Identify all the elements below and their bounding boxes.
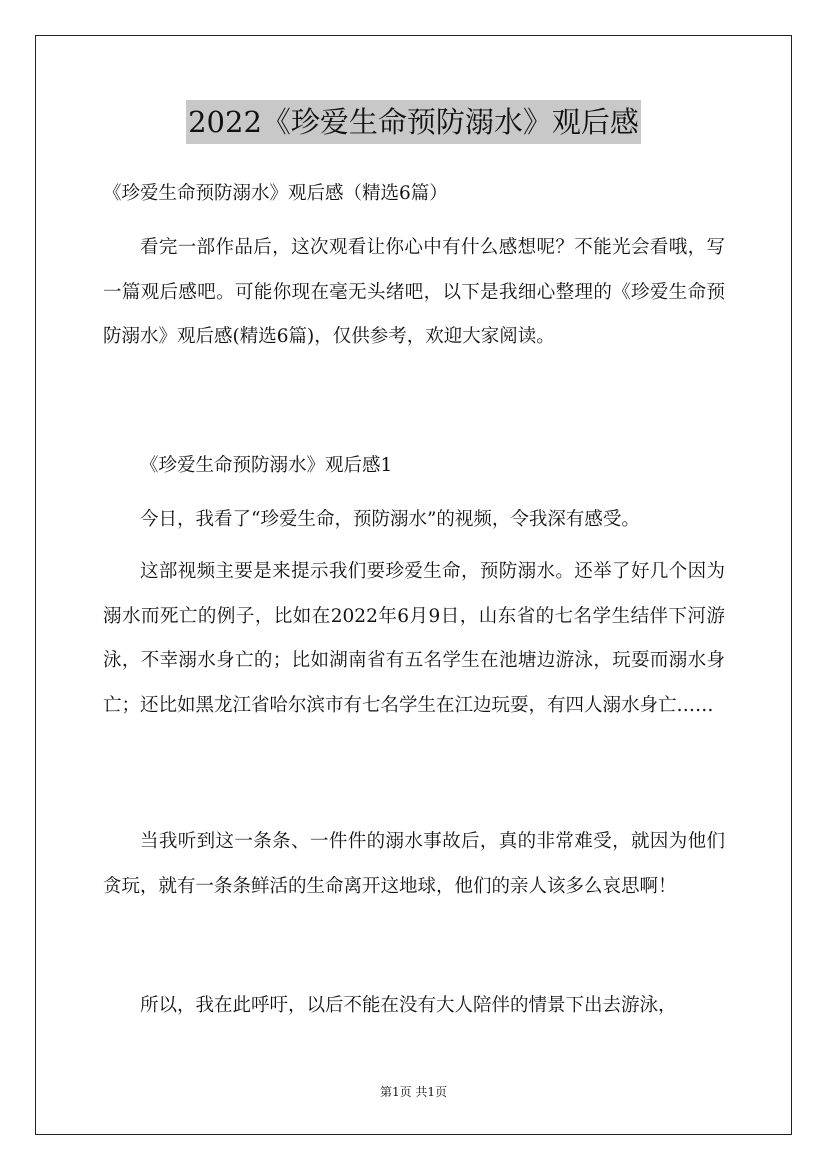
document-title-text: 2022《珍爱生命预防溺水》观后感 bbox=[186, 100, 641, 144]
document-title bbox=[0, 100, 827, 144]
document-subtitle: 《珍爱生命预防溺水》观后感（精选6篇） bbox=[103, 183, 448, 204]
body-paragraph-4: 所以，我在此呼吁，以后不能在没有大人陪伴的情景下出去游泳， bbox=[140, 995, 677, 1016]
body-paragraph-1: 今日，我看了“珍爱生命，预防溺水”的视频，令我深有感受。 bbox=[140, 509, 640, 530]
page-footer: 第1页 共1页 bbox=[379, 1085, 448, 1099]
body-paragraph-3: 当我听到这一条条、一件件的溺水事故后，真的非常难受，就因为他们贪玩，就有一条条鲜活的生命离开这地球，他们的亲人该多么哀思啊！ bbox=[103, 831, 725, 897]
section-heading: 《珍爱生命预防溺水》观后感1 bbox=[140, 455, 393, 476]
body-paragraph-2: 这部视频主要是来提示我们要珍爱生命，预防溺水。还举了好几个因为溺水而死亡的例子，比如在2022年6月9日，山东省的七名学生结伴下河游泳，不幸溺水身亡的；比如湖南省有五名学生在池塘边游泳，玩耍而溺水身亡；还比如黑龙江省哈尔滨市有七名学生在江边玩耍，有四人溺水身亡…… bbox=[103, 561, 725, 716]
intro-paragraph: 看完一部作品后，这次观看让你心中有什么感想呢？不能光会看哦，写一篇观后感吧。可能你现在毫无头绪吧，以下是我细心整理的《珍爱生命预防溺水》观后感(精选6篇)，仅供参考，欢迎大家阅读。 bbox=[103, 237, 725, 347]
